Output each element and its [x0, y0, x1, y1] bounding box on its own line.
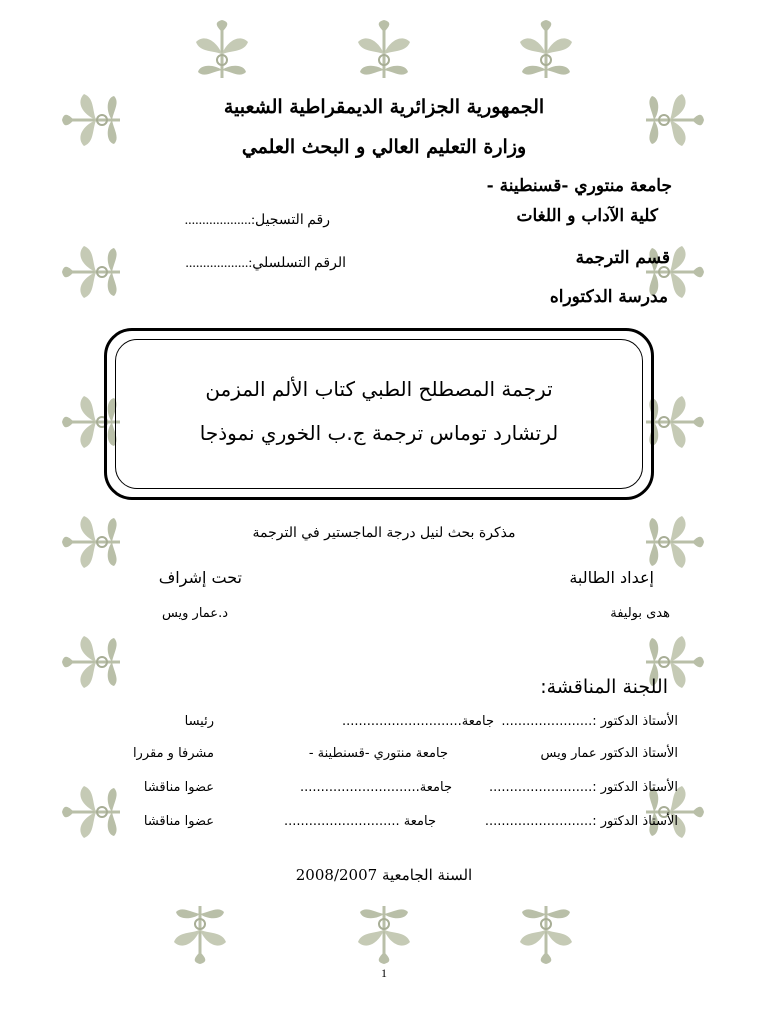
floral-ornament-icon [62, 630, 126, 694]
thesis-title-line1: ترجمة المصطلح الطبي كتاب الألم المزمن [205, 377, 553, 401]
committee-row [110, 746, 678, 768]
committee-role: عضوا مناقشا [143, 814, 214, 829]
committee-row [110, 780, 678, 802]
committee-member: الأستاذ الدكتور :......................... [488, 780, 678, 795]
committee-heading: اللجنة المناقشة: [540, 676, 668, 698]
floral-ornament-icon [514, 20, 578, 84]
committee-role: رئيسا [184, 714, 214, 729]
supervisor-name: د.عمار ويس [161, 606, 228, 621]
academic-year: السنة الجامعية 2008/2007 [295, 866, 473, 884]
committee-member: الأستاذ الدكتور عمار ويس [540, 746, 678, 761]
thesis-title-line2: لرتشارد توماس ترجمة ج.ب الخوري نموذجا [199, 421, 559, 445]
floral-ornament-icon [352, 900, 416, 964]
ministry-heading: وزارة التعليم العالي و البحث العلمي [241, 136, 527, 158]
committee-role: مشرفا و مقررا [132, 746, 214, 761]
registration-number: رقم التسجيل:................... [184, 213, 330, 228]
committee-row [110, 814, 678, 836]
committee-list [110, 714, 678, 830]
floral-ornament-icon [640, 510, 704, 574]
floral-ornament-icon [514, 900, 578, 964]
floral-ornament-icon [640, 88, 704, 152]
prepared-by-label: إعداد الطالبة [569, 568, 654, 587]
committee-university: جامعة............................. [299, 780, 452, 795]
serial-number: الرقم التسلسلي:.................. [185, 256, 346, 271]
committee-row [110, 714, 678, 736]
floral-ornament-icon [190, 20, 254, 84]
floral-ornament-icon [62, 510, 126, 574]
page-number: 1 [381, 966, 387, 980]
committee-university: جامعة ............................ [283, 814, 436, 829]
floral-ornament-icon [62, 88, 126, 152]
university-name: جامعة منتوري -قسنطينة - [486, 176, 672, 196]
floral-ornament-icon [352, 20, 416, 84]
supervised-by-label: تحت إشراف [158, 568, 242, 587]
doctoral-school: مدرسة الدكتوراه [549, 287, 668, 307]
department-name: قسم الترجمة [575, 248, 670, 268]
committee-member: الأستاذ الدكتور :...................... [501, 714, 678, 729]
committee-university: جامعة منتوري -قسنطينة - [308, 746, 448, 761]
committee-role: عضوا مناقشا [143, 780, 214, 795]
committee-university: جامعة............................. [341, 714, 494, 729]
thesis-degree-note: مذكرة بحث لنيل درجة الماجستير في الترجمة [252, 525, 516, 541]
student-name: هدى بوليفة [610, 606, 670, 621]
floral-ornament-icon [168, 900, 232, 964]
republic-heading: الجمهورية الجزائرية الديمقراطية الشعبية [223, 96, 545, 118]
committee-member: الأستاذ الدكتور :.......................... [484, 814, 678, 829]
thesis-title-box [104, 328, 654, 500]
floral-ornament-icon [62, 240, 126, 304]
faculty-name: كلية الآداب و اللغات [516, 206, 658, 226]
